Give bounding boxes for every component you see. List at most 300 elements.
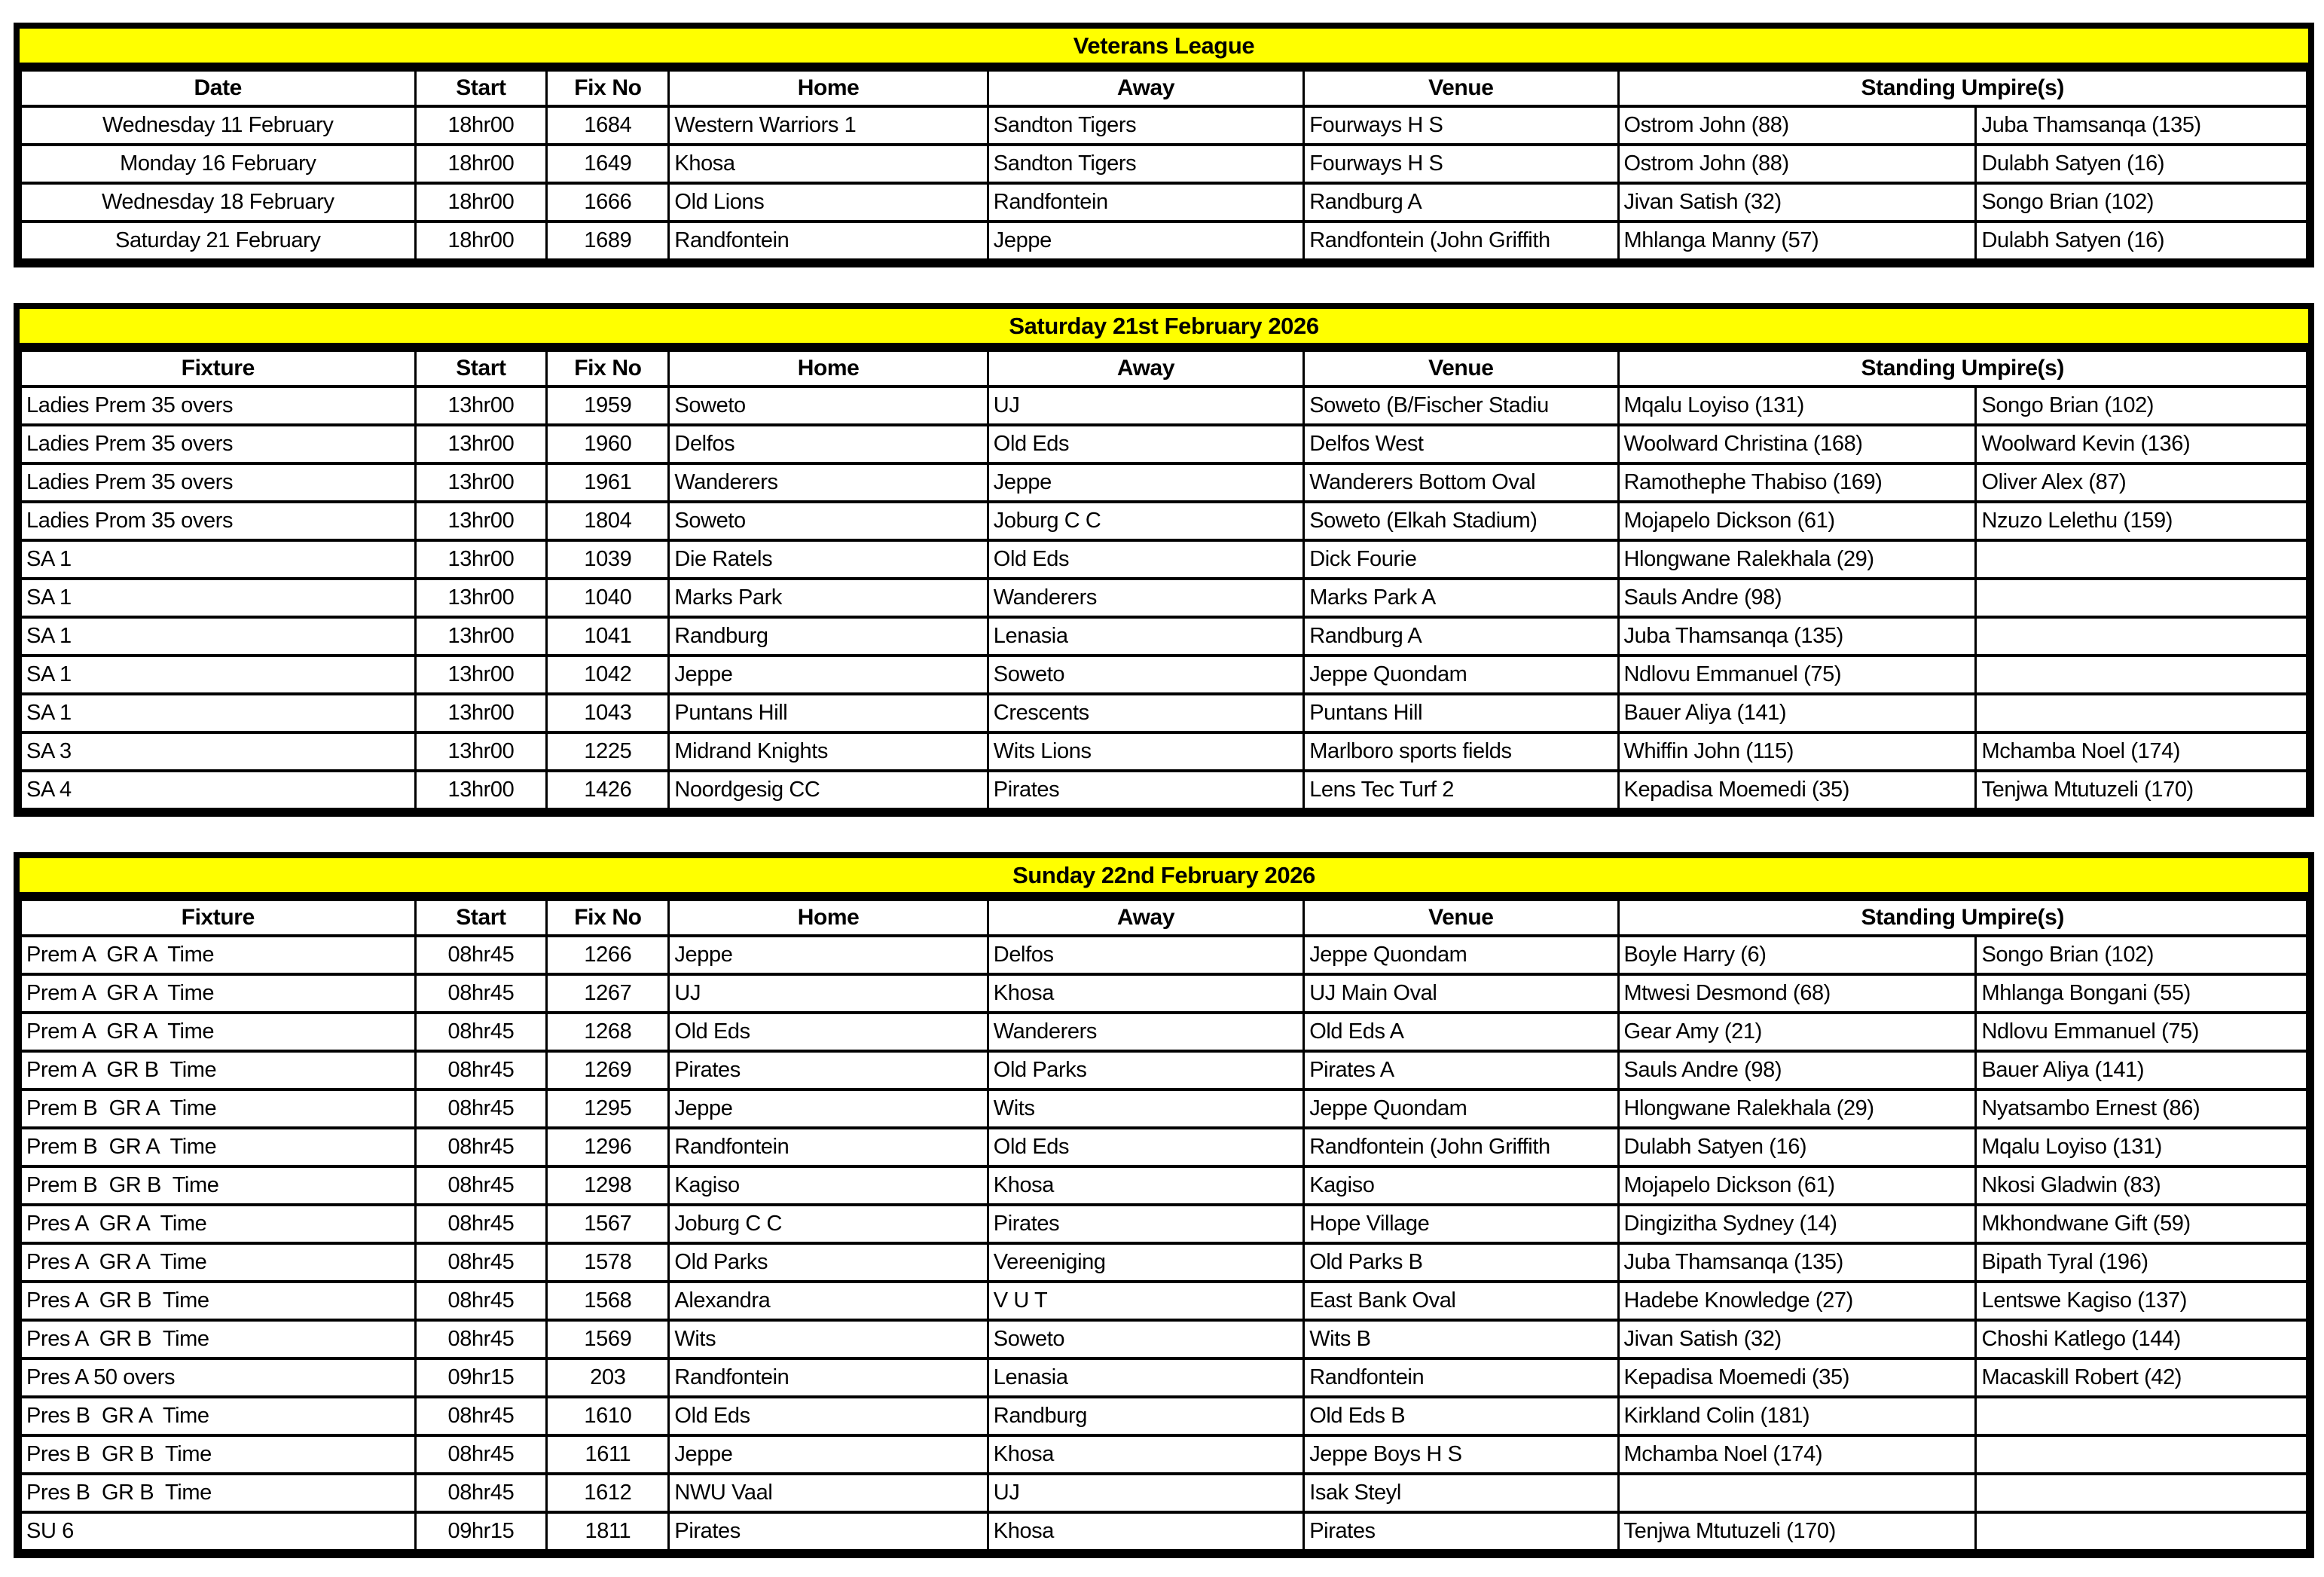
home-cell: Jeppe — [669, 656, 988, 694]
fixno-cell: 1267 — [547, 974, 669, 1013]
start-cell: 08hr45 — [415, 1090, 547, 1128]
fixno-cell: 1960 — [547, 425, 669, 463]
fixture-cell: Pres B GR B Time — [21, 1474, 416, 1512]
fixture-row — [21, 1013, 2307, 1051]
start-cell: 13hr00 — [415, 502, 547, 540]
umpire1-cell: Hlongwane Ralekhala (29) — [1618, 540, 1976, 579]
fixture-cell: Ladies Prem 35 overs — [21, 387, 416, 425]
fixno-cell: 1043 — [547, 694, 669, 732]
fixture-cell: SA 1 — [21, 656, 416, 694]
umpire1-cell: Mhlanga Manny (57) — [1618, 222, 1976, 260]
column-header-fixture: Fixture — [21, 350, 416, 387]
table-title-bar — [20, 858, 2308, 898]
fixno-cell: 1296 — [547, 1128, 669, 1166]
fixture-row — [21, 694, 2307, 732]
venue-cell: Hope Village — [1304, 1205, 1618, 1243]
fixture-row — [21, 1512, 2307, 1551]
home-cell: Old Parks — [669, 1243, 988, 1282]
home-cell: Soweto — [669, 387, 988, 425]
fixno-cell: 1295 — [547, 1090, 669, 1128]
venue-cell: Soweto (B/Fischer Stadiu — [1304, 387, 1618, 425]
venue-cell: Wanderers Bottom Oval — [1304, 463, 1618, 502]
umpire2-cell: Songo Brian (102) — [1976, 936, 2307, 974]
fixture-cell: Pres A GR A Time — [21, 1205, 416, 1243]
date-cell: Wednesday 18 February — [21, 183, 416, 222]
umpire1-cell: Kepadisa Moemedi (35) — [1618, 771, 1976, 809]
umpire1-cell: Whiffin John (115) — [1618, 732, 1976, 771]
fixno-cell: 1269 — [547, 1051, 669, 1090]
away-cell: Soweto — [988, 656, 1303, 694]
start-cell: 13hr00 — [415, 732, 547, 771]
home-cell: Pirates — [669, 1051, 988, 1090]
away-cell: UJ — [988, 1474, 1303, 1512]
fixture-cell: Pres B GR A Time — [21, 1397, 416, 1435]
column-header-home: Home — [669, 900, 988, 936]
home-cell: Western Warriors 1 — [669, 106, 988, 145]
column-header-venue: Venue — [1304, 70, 1618, 106]
umpire1-cell: Sauls Andre (98) — [1618, 1051, 1976, 1090]
umpire1-cell: Gear Amy (21) — [1618, 1013, 1976, 1051]
umpire1-cell: Ostrom John (88) — [1618, 106, 1976, 145]
away-cell: Khosa — [988, 974, 1303, 1013]
umpire2-cell — [1976, 656, 2307, 694]
home-cell: Wanderers — [669, 463, 988, 502]
fixture-cell: Pres A GR B Time — [21, 1320, 416, 1358]
away-cell: Randburg — [988, 1397, 1303, 1435]
fixno-cell: 1040 — [547, 579, 669, 617]
table-title-bar — [20, 309, 2308, 349]
fixture-cell: SA 1 — [21, 617, 416, 656]
table-header — [21, 900, 2307, 936]
umpire1-cell: Mchamba Noel (174) — [1618, 1435, 1976, 1474]
home-cell: Wits — [669, 1320, 988, 1358]
fixture-cell: Pres A 50 overs — [21, 1358, 416, 1397]
umpire2-cell: Lentswe Kagiso (137) — [1976, 1282, 2307, 1320]
fixture-table-1 — [14, 23, 2314, 267]
umpire1-cell: Juba Thamsanqa (135) — [1618, 1243, 1976, 1282]
fixtures-table — [20, 69, 2308, 261]
home-cell: Joburg C C — [669, 1205, 988, 1243]
away-cell: Randfontein — [988, 183, 1303, 222]
fixno-cell: 1426 — [547, 771, 669, 809]
venue-cell: Pirates — [1304, 1512, 1618, 1551]
table-title: Veterans League — [1073, 32, 1255, 59]
fixtures-sheet — [14, 23, 2314, 1558]
away-cell: Old Parks — [988, 1051, 1303, 1090]
fixture-cell: Prem A GR A Time — [21, 1013, 416, 1051]
fixture-row — [21, 1166, 2307, 1205]
fixno-cell: 1684 — [547, 106, 669, 145]
fixture-cell: SA 1 — [21, 694, 416, 732]
umpire2-cell: Oliver Alex (87) — [1976, 463, 2307, 502]
umpire1-cell: Kepadisa Moemedi (35) — [1618, 1358, 1976, 1397]
fixture-cell: Prem B GR A Time — [21, 1090, 416, 1128]
fixture-row — [21, 1243, 2307, 1282]
fixture-cell: Ladies Prem 35 overs — [21, 425, 416, 463]
column-header-venue: Venue — [1304, 350, 1618, 387]
umpire1-cell — [1618, 1474, 1976, 1512]
umpire2-cell: Dulabh Satyen (16) — [1976, 145, 2307, 183]
venue-cell: Dick Fourie — [1304, 540, 1618, 579]
table-body — [21, 936, 2307, 1551]
fixture-row — [21, 463, 2307, 502]
header-row — [21, 900, 2307, 936]
venue-cell: Fourways H S — [1304, 145, 1618, 183]
home-cell: Noordgesig CC — [669, 771, 988, 809]
column-header-standing-umpire-s-: Standing Umpire(s) — [1618, 350, 2307, 387]
start-cell: 08hr45 — [415, 1243, 547, 1282]
umpire2-cell: Nyatsambo Ernest (86) — [1976, 1090, 2307, 1128]
umpire1-cell: Mqalu Loyiso (131) — [1618, 387, 1976, 425]
home-cell: Puntans Hill — [669, 694, 988, 732]
fixture-cell: Prem A GR B Time — [21, 1051, 416, 1090]
start-cell: 13hr00 — [415, 463, 547, 502]
umpire1-cell: Sauls Andre (98) — [1618, 579, 1976, 617]
venue-cell: Jeppe Quondam — [1304, 936, 1618, 974]
fixture-row — [21, 1090, 2307, 1128]
fixno-cell: 1298 — [547, 1166, 669, 1205]
away-cell: UJ — [988, 387, 1303, 425]
home-cell: Old Eds — [669, 1013, 988, 1051]
away-cell: Vereeniging — [988, 1243, 1303, 1282]
umpire1-cell: Jivan Satish (32) — [1618, 1320, 1976, 1358]
fixture-row — [21, 1051, 2307, 1090]
home-cell: NWU Vaal — [669, 1474, 988, 1512]
start-cell: 08hr45 — [415, 1128, 547, 1166]
fixno-cell: 1804 — [547, 502, 669, 540]
umpire1-cell: Ramothephe Thabiso (169) — [1618, 463, 1976, 502]
fixno-cell: 1225 — [547, 732, 669, 771]
umpire1-cell: Juba Thamsanqa (135) — [1618, 617, 1976, 656]
away-cell: Old Eds — [988, 1128, 1303, 1166]
umpire2-cell: Tenjwa Mtutuzeli (170) — [1976, 771, 2307, 809]
start-cell: 13hr00 — [415, 694, 547, 732]
umpire2-cell: Woolward Kevin (136) — [1976, 425, 2307, 463]
umpire1-cell: Jivan Satish (32) — [1618, 183, 1976, 222]
umpire2-cell: Mqalu Loyiso (131) — [1976, 1128, 2307, 1166]
column-header-fix-no: Fix No — [547, 70, 669, 106]
away-cell: Lenasia — [988, 1358, 1303, 1397]
umpire1-cell: Dulabh Satyen (16) — [1618, 1128, 1976, 1166]
fixture-row — [21, 387, 2307, 425]
umpire2-cell — [1976, 540, 2307, 579]
umpire1-cell: Hlongwane Ralekhala (29) — [1618, 1090, 1976, 1128]
away-cell: Joburg C C — [988, 502, 1303, 540]
away-cell: V U T — [988, 1282, 1303, 1320]
fixtures-table — [20, 349, 2308, 811]
fixture-row — [21, 771, 2307, 809]
home-cell: Midrand Knights — [669, 732, 988, 771]
umpire2-cell — [1976, 579, 2307, 617]
umpire1-cell: Boyle Harry (6) — [1618, 936, 1976, 974]
umpire1-cell: Bauer Aliya (141) — [1618, 694, 1976, 732]
venue-cell: Marlboro sports fields — [1304, 732, 1618, 771]
fixture-row — [21, 617, 2307, 656]
umpire1-cell: Hadebe Knowledge (27) — [1618, 1282, 1976, 1320]
start-cell: 08hr45 — [415, 1166, 547, 1205]
fixno-cell: 1689 — [547, 222, 669, 260]
home-cell: Randburg — [669, 617, 988, 656]
fixture-row — [21, 1474, 2307, 1512]
away-cell: Jeppe — [988, 222, 1303, 260]
umpire2-cell: Mkhondwane Gift (59) — [1976, 1205, 2307, 1243]
fixture-row — [21, 183, 2307, 222]
home-cell: Pirates — [669, 1512, 988, 1551]
away-cell: Sandton Tigers — [988, 106, 1303, 145]
fixture-cell: Prem A GR A Time — [21, 974, 416, 1013]
start-cell: 08hr45 — [415, 1397, 547, 1435]
table-body — [21, 387, 2307, 809]
start-cell: 08hr45 — [415, 1013, 547, 1051]
table-title-bar — [20, 29, 2308, 69]
start-cell: 13hr00 — [415, 425, 547, 463]
fixtures-table — [20, 898, 2308, 1552]
fixno-cell: 1268 — [547, 1013, 669, 1051]
column-header-away: Away — [988, 900, 1303, 936]
column-header-fix-no: Fix No — [547, 350, 669, 387]
start-cell: 18hr00 — [415, 222, 547, 260]
away-cell: Soweto — [988, 1320, 1303, 1358]
venue-cell: Pirates A — [1304, 1051, 1618, 1090]
umpire2-cell — [1976, 1435, 2307, 1474]
umpire2-cell: Mchamba Noel (174) — [1976, 732, 2307, 771]
away-cell: Khosa — [988, 1166, 1303, 1205]
fixno-cell: 1041 — [547, 617, 669, 656]
venue-cell: Randfontein (John Griffith — [1304, 222, 1618, 260]
venue-cell: Randburg A — [1304, 617, 1618, 656]
home-cell: Alexandra — [669, 1282, 988, 1320]
fixture-cell: Prem B GR A Time — [21, 1128, 416, 1166]
umpire2-cell — [1976, 1512, 2307, 1551]
fixture-row — [21, 579, 2307, 617]
column-header-date: Date — [21, 70, 416, 106]
start-cell: 08hr45 — [415, 1320, 547, 1358]
home-cell: Randfontein — [669, 1358, 988, 1397]
header-row — [21, 350, 2307, 387]
umpire2-cell: Songo Brian (102) — [1976, 387, 2307, 425]
column-header-away: Away — [988, 350, 1303, 387]
umpire2-cell: Bipath Tyral (196) — [1976, 1243, 2307, 1282]
umpire2-cell: Bauer Aliya (141) — [1976, 1051, 2307, 1090]
venue-cell: East Bank Oval — [1304, 1282, 1618, 1320]
start-cell: 09hr15 — [415, 1358, 547, 1397]
fixture-cell: SU 6 — [21, 1512, 416, 1551]
fixture-row — [21, 1282, 2307, 1320]
fixture-row — [21, 656, 2307, 694]
venue-cell: Lens Tec Turf 2 — [1304, 771, 1618, 809]
column-header-home: Home — [669, 350, 988, 387]
fixture-row — [21, 425, 2307, 463]
column-header-fix-no: Fix No — [547, 900, 669, 936]
fixno-cell: 1610 — [547, 1397, 669, 1435]
fixture-row — [21, 974, 2307, 1013]
fixno-cell: 1959 — [547, 387, 669, 425]
fixture-cell: Ladies Prem 35 overs — [21, 463, 416, 502]
venue-cell: Delfos West — [1304, 425, 1618, 463]
venue-cell: Jeppe Boys H S — [1304, 1435, 1618, 1474]
umpire1-cell: Dingizitha Sydney (14) — [1618, 1205, 1976, 1243]
home-cell: Old Lions — [669, 183, 988, 222]
venue-cell: Old Parks B — [1304, 1243, 1618, 1282]
table-header — [21, 350, 2307, 387]
umpire2-cell: Nkosi Gladwin (83) — [1976, 1166, 2307, 1205]
column-header-away: Away — [988, 70, 1303, 106]
fixture-row — [21, 1358, 2307, 1397]
away-cell: Wanderers — [988, 579, 1303, 617]
column-header-venue: Venue — [1304, 900, 1618, 936]
away-cell: Pirates — [988, 1205, 1303, 1243]
fixno-cell: 1266 — [547, 936, 669, 974]
umpire2-cell — [1976, 1474, 2307, 1512]
fixno-cell: 1567 — [547, 1205, 669, 1243]
fixture-row — [21, 145, 2307, 183]
fixture-table-3 — [14, 852, 2314, 1558]
column-header-home: Home — [669, 70, 988, 106]
away-cell: Old Eds — [988, 540, 1303, 579]
away-cell: Sandton Tigers — [988, 145, 1303, 183]
fixno-cell: 1961 — [547, 463, 669, 502]
fixture-row — [21, 1205, 2307, 1243]
fixno-cell: 1578 — [547, 1243, 669, 1282]
umpire1-cell: Mtwesi Desmond (68) — [1618, 974, 1976, 1013]
away-cell: Delfos — [988, 936, 1303, 974]
fixture-cell: Pres B GR B Time — [21, 1435, 416, 1474]
away-cell: Crescents — [988, 694, 1303, 732]
home-cell: Randfontein — [669, 222, 988, 260]
umpire1-cell: Ndlovu Emmanuel (75) — [1618, 656, 1976, 694]
column-header-fixture: Fixture — [21, 900, 416, 936]
venue-cell: Randfontein — [1304, 1358, 1618, 1397]
start-cell: 08hr45 — [415, 1474, 547, 1512]
fixture-cell: Pres A GR A Time — [21, 1243, 416, 1282]
umpire1-cell: Mojapelo Dickson (61) — [1618, 502, 1976, 540]
venue-cell: Wits B — [1304, 1320, 1618, 1358]
umpire1-cell: Tenjwa Mtutuzeli (170) — [1618, 1512, 1976, 1551]
column-header-start: Start — [415, 900, 547, 936]
home-cell: Old Eds — [669, 1397, 988, 1435]
table-body — [21, 106, 2307, 260]
umpire2-cell: Songo Brian (102) — [1976, 183, 2307, 222]
home-cell: Randfontein — [669, 1128, 988, 1166]
away-cell: Pirates — [988, 771, 1303, 809]
venue-cell: Marks Park A — [1304, 579, 1618, 617]
fixture-row — [21, 1397, 2307, 1435]
venue-cell: Randfontein (John Griffith — [1304, 1128, 1618, 1166]
header-row — [21, 70, 2307, 106]
start-cell: 18hr00 — [415, 106, 547, 145]
fixture-table-2 — [14, 303, 2314, 817]
umpire2-cell: Mhlanga Bongani (55) — [1976, 974, 2307, 1013]
venue-cell: Jeppe Quondam — [1304, 1090, 1618, 1128]
fixno-cell: 1611 — [547, 1435, 669, 1474]
home-cell: Khosa — [669, 145, 988, 183]
fixture-row — [21, 222, 2307, 260]
start-cell: 08hr45 — [415, 974, 547, 1013]
fixture-row — [21, 732, 2307, 771]
fixno-cell: 1612 — [547, 1474, 669, 1512]
fixture-row — [21, 540, 2307, 579]
date-cell: Monday 16 February — [21, 145, 416, 183]
home-cell: Jeppe — [669, 1435, 988, 1474]
fixture-cell: SA 4 — [21, 771, 416, 809]
away-cell: Old Eds — [988, 425, 1303, 463]
start-cell: 18hr00 — [415, 183, 547, 222]
table-title: Saturday 21st February 2026 — [1009, 312, 1319, 339]
fixno-cell: 203 — [547, 1358, 669, 1397]
away-cell: Khosa — [988, 1512, 1303, 1551]
start-cell: 13hr00 — [415, 579, 547, 617]
home-cell: Soweto — [669, 502, 988, 540]
fixture-row — [21, 1435, 2307, 1474]
fixture-cell: Prem A GR A Time — [21, 936, 416, 974]
venue-cell: Old Eds A — [1304, 1013, 1618, 1051]
umpire2-cell — [1976, 617, 2307, 656]
column-header-standing-umpire-s-: Standing Umpire(s) — [1618, 900, 2307, 936]
date-cell: Saturday 21 February — [21, 222, 416, 260]
start-cell: 08hr45 — [415, 1435, 547, 1474]
fixno-cell: 1042 — [547, 656, 669, 694]
umpire2-cell: Macaskill Robert (42) — [1976, 1358, 2307, 1397]
home-cell: Kagiso — [669, 1166, 988, 1205]
column-header-start: Start — [415, 350, 547, 387]
fixture-row — [21, 502, 2307, 540]
venue-cell: Puntans Hill — [1304, 694, 1618, 732]
fixture-cell: SA 1 — [21, 540, 416, 579]
venue-cell: Old Eds B — [1304, 1397, 1618, 1435]
venue-cell: Jeppe Quondam — [1304, 656, 1618, 694]
fixno-cell: 1039 — [547, 540, 669, 579]
fixture-cell: Pres A GR B Time — [21, 1282, 416, 1320]
fixno-cell: 1649 — [547, 145, 669, 183]
fixture-cell: Prem B GR B Time — [21, 1166, 416, 1205]
start-cell: 13hr00 — [415, 617, 547, 656]
away-cell: Wits Lions — [988, 732, 1303, 771]
umpire2-cell: Choshi Katlego (144) — [1976, 1320, 2307, 1358]
start-cell: 13hr00 — [415, 387, 547, 425]
fixture-row — [21, 1320, 2307, 1358]
fixture-row — [21, 106, 2307, 145]
date-cell: Wednesday 11 February — [21, 106, 416, 145]
umpire2-cell: Nzuzo Lelethu (159) — [1976, 502, 2307, 540]
home-cell: Die Ratels — [669, 540, 988, 579]
column-header-start: Start — [415, 70, 547, 106]
home-cell: Delfos — [669, 425, 988, 463]
column-header-standing-umpire-s-: Standing Umpire(s) — [1618, 70, 2307, 106]
umpire2-cell: Ndlovu Emmanuel (75) — [1976, 1013, 2307, 1051]
umpire2-cell — [1976, 1397, 2307, 1435]
table-header — [21, 70, 2307, 106]
start-cell: 13hr00 — [415, 540, 547, 579]
home-cell: UJ — [669, 974, 988, 1013]
umpire1-cell: Mojapelo Dickson (61) — [1618, 1166, 1976, 1205]
fixture-row — [21, 936, 2307, 974]
venue-cell: Kagiso — [1304, 1166, 1618, 1205]
home-cell: Marks Park — [669, 579, 988, 617]
umpire1-cell: Ostrom John (88) — [1618, 145, 1976, 183]
away-cell: Khosa — [988, 1435, 1303, 1474]
home-cell: Jeppe — [669, 1090, 988, 1128]
venue-cell: Soweto (Elkah Stadium) — [1304, 502, 1618, 540]
start-cell: 18hr00 — [415, 145, 547, 183]
home-cell: Jeppe — [669, 936, 988, 974]
fixno-cell: 1666 — [547, 183, 669, 222]
fixno-cell: 1568 — [547, 1282, 669, 1320]
venue-cell: Randburg A — [1304, 183, 1618, 222]
start-cell: 08hr45 — [415, 936, 547, 974]
start-cell: 08hr45 — [415, 1205, 547, 1243]
fixture-row — [21, 1128, 2307, 1166]
fixture-cell: SA 1 — [21, 579, 416, 617]
